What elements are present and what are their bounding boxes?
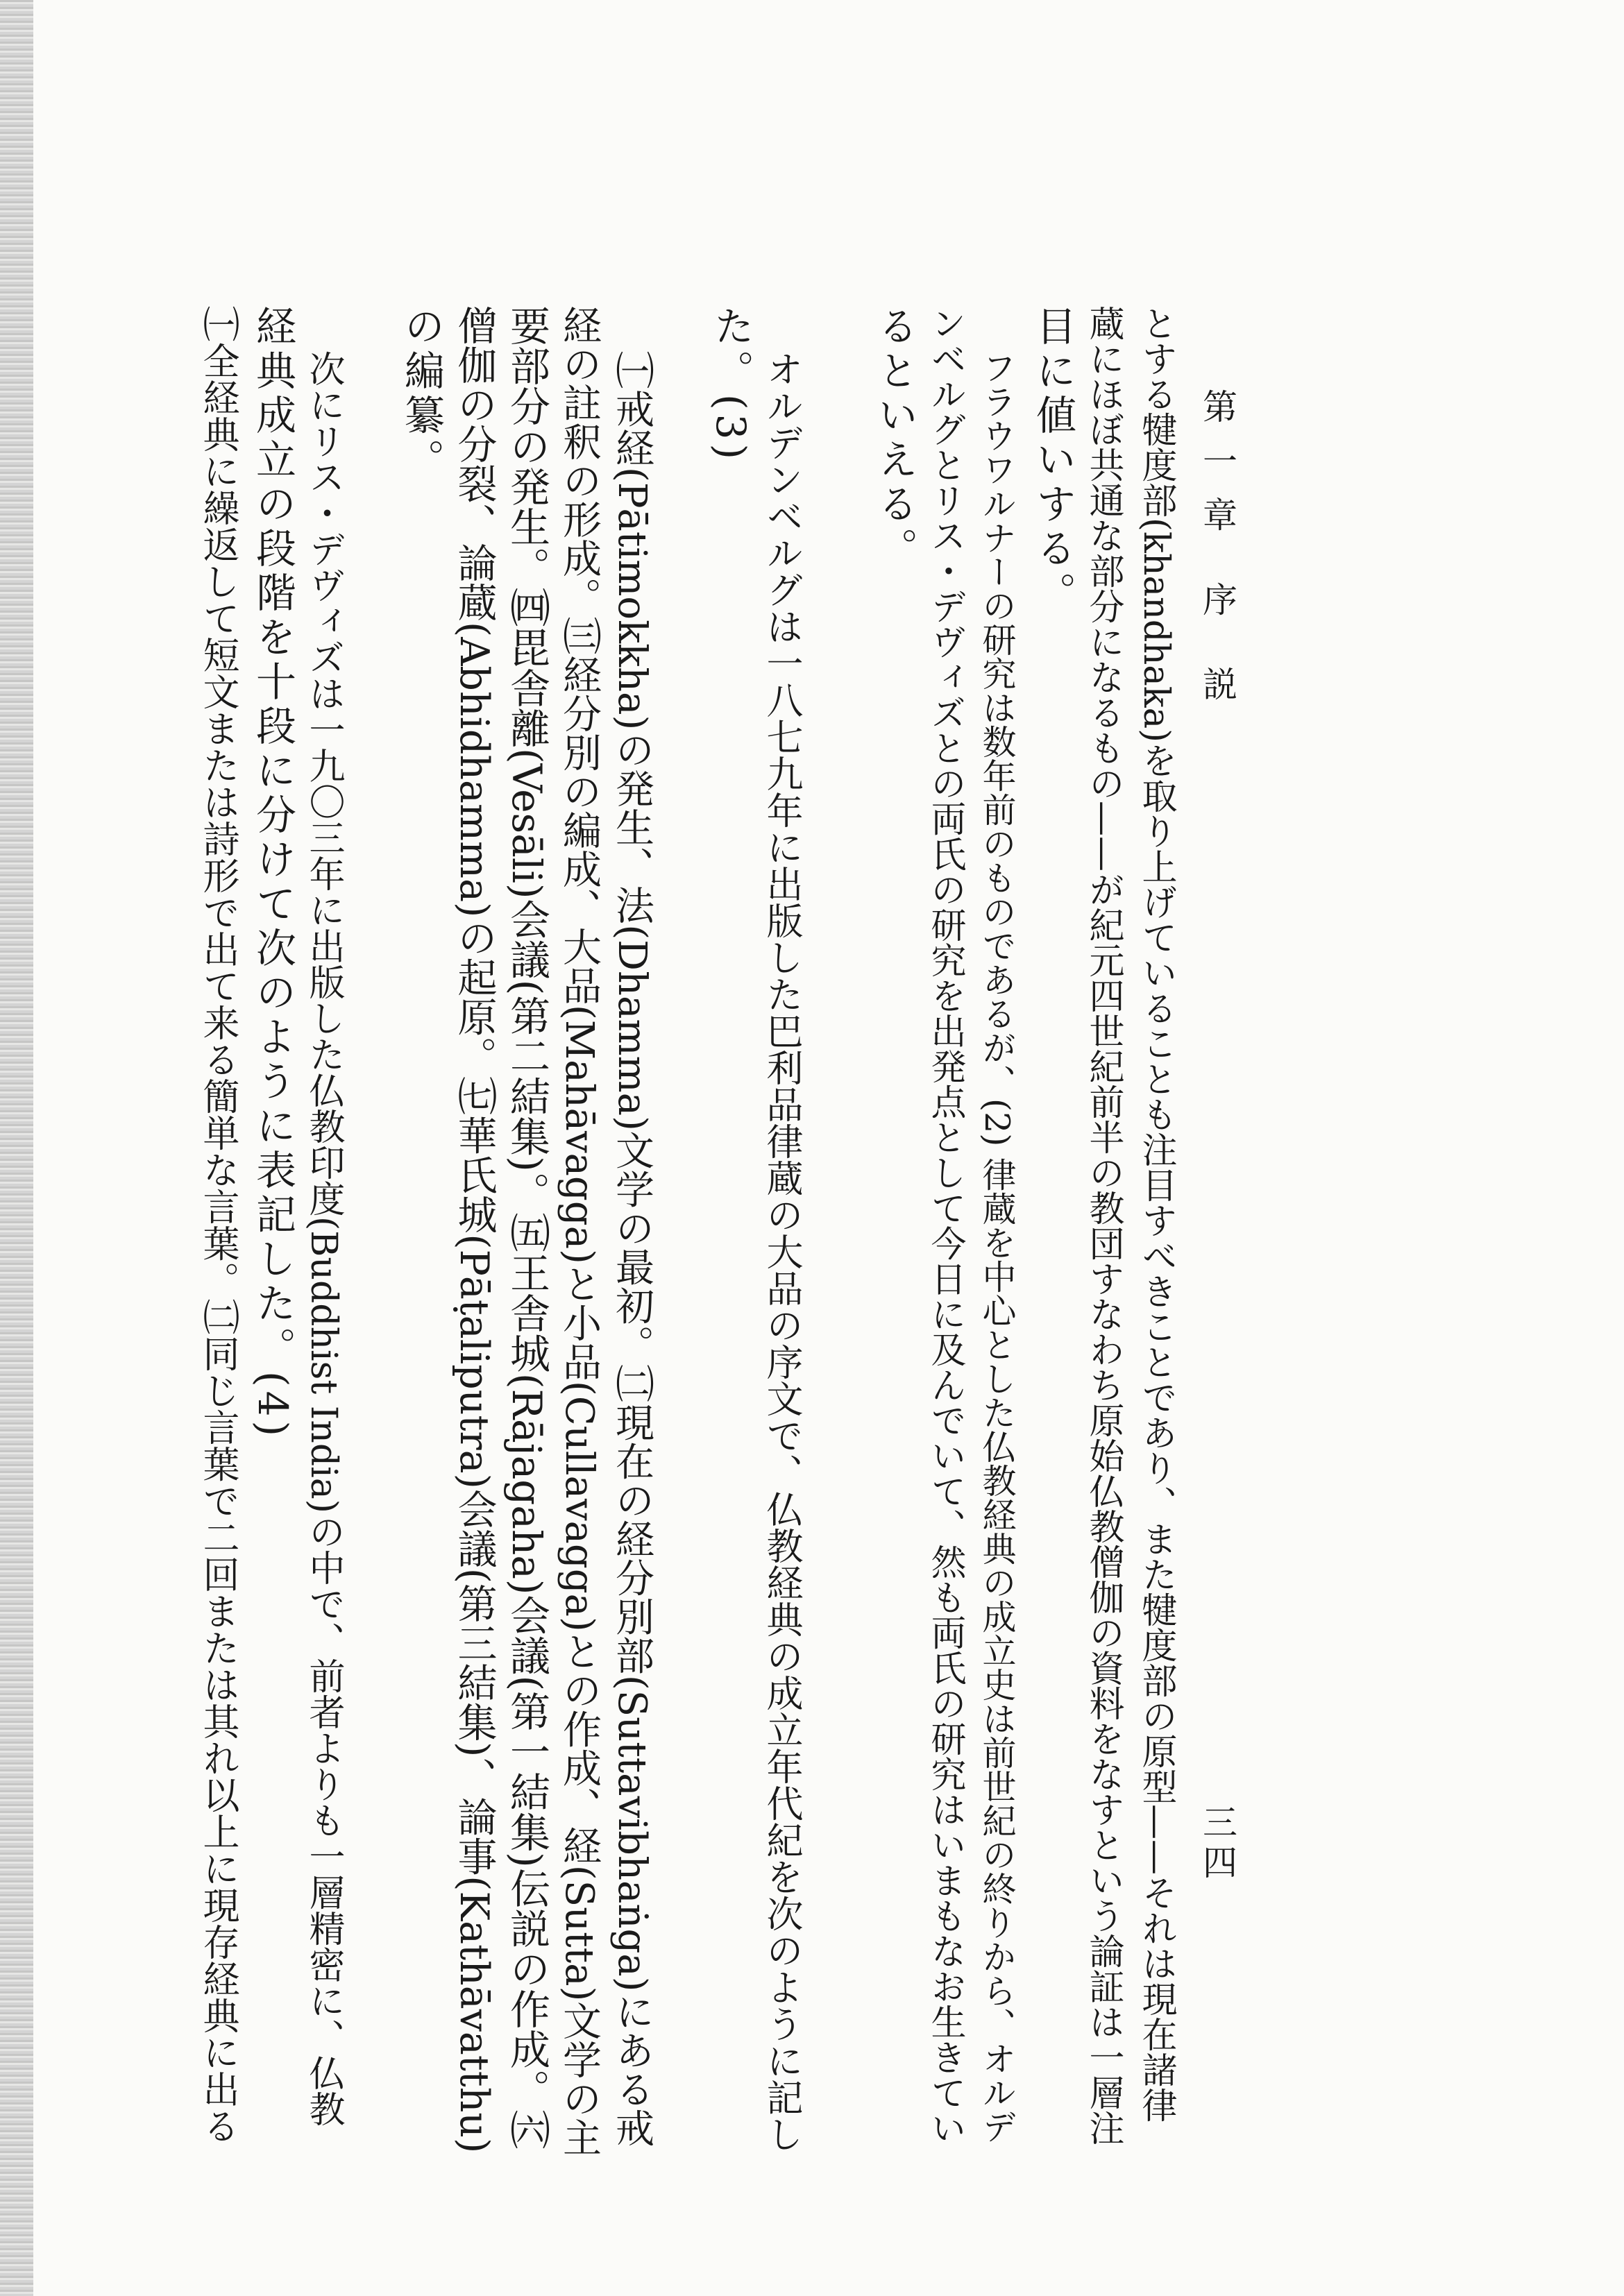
- text-line-16: ㈠全経典に繰返して短文または詩形で出て来る簡単な言葉。㈡同じ言葉で二回または其れ以上に現存経典に出る: [197, 305, 239, 2144]
- text-line-7: オルデンベルグは一八七九年に出版した巴利品律蔵の大品の序文で、仏教経典の成立年代紀を次のように記し: [761, 350, 803, 2152]
- text-line-4: フラウワルナーの研究は数年前のものであるが、(2) 律蔵を中心とした仏教経典の成立史は前世紀の終りから、オルデ: [977, 350, 1017, 2143]
- binding-shadow: [0, 0, 33, 2296]
- text-line-1: とする犍度部(khandhaka)を取り上げていることも注目すべきことであり、また犍度部の原型——それは現在諸律: [1135, 305, 1176, 2123]
- text-line-8: た。(3): [707, 305, 754, 464]
- text-line-2: 蔵にほぼ共通な部分になるもの——が紀元四世紀前半の教団すなわち原始仏教僧伽の資料をなすという論証は一層注: [1083, 305, 1124, 2145]
- text-line-15: 経典成立の段階を十段に分けて次のように表記した。(4): [249, 305, 296, 1441]
- text-line-14: 次にリス・デヴィズは一九〇三年に出版した仏教印度(Buddhist India)の中で、前者よりも一層精密に、仏教: [303, 350, 344, 2127]
- text-line-9: ㈠戒経(Pātimokkha)の発生、法(Dhamma)文学の最初。㈡現在の経分別部(Suttavibhaṅga)にある戒: [609, 350, 654, 2148]
- page-number: 三四: [1197, 1804, 1237, 1885]
- text-line-12: 僧伽の分裂、論蔵(Abhidhamma)の起原。㈦華氏城(Pāṭaliputra)会議(第三結集)、論事(Kathāvatthu): [451, 305, 497, 2154]
- text-line-10: 経の註釈の形成。㈢経分別の編成、大品(Mahāvagga)と小品(Cullavagga)との作成、経(Sutta)文学の主: [557, 305, 602, 2157]
- text-line-11: 要部分の発生。㈣毘舎離(Vesāli)会議(第二結集)。㈤王舎城(Rājagaha)会議(第一結集)伝説の作成。㈥: [503, 305, 550, 2150]
- chapter-title: 第一章 序 説: [1197, 389, 1237, 720]
- text-line-13: の編纂。: [398, 305, 445, 483]
- text-line-3: 目に値いする。: [1029, 305, 1076, 616]
- text-line-6: るといえる。: [871, 305, 918, 572]
- text-line-5: ンベルグとリス・デヴィズとの両氏の研究を出発点として今日に及んでいて、然も両氏の研究はいまもなお生きてい: [924, 305, 965, 2145]
